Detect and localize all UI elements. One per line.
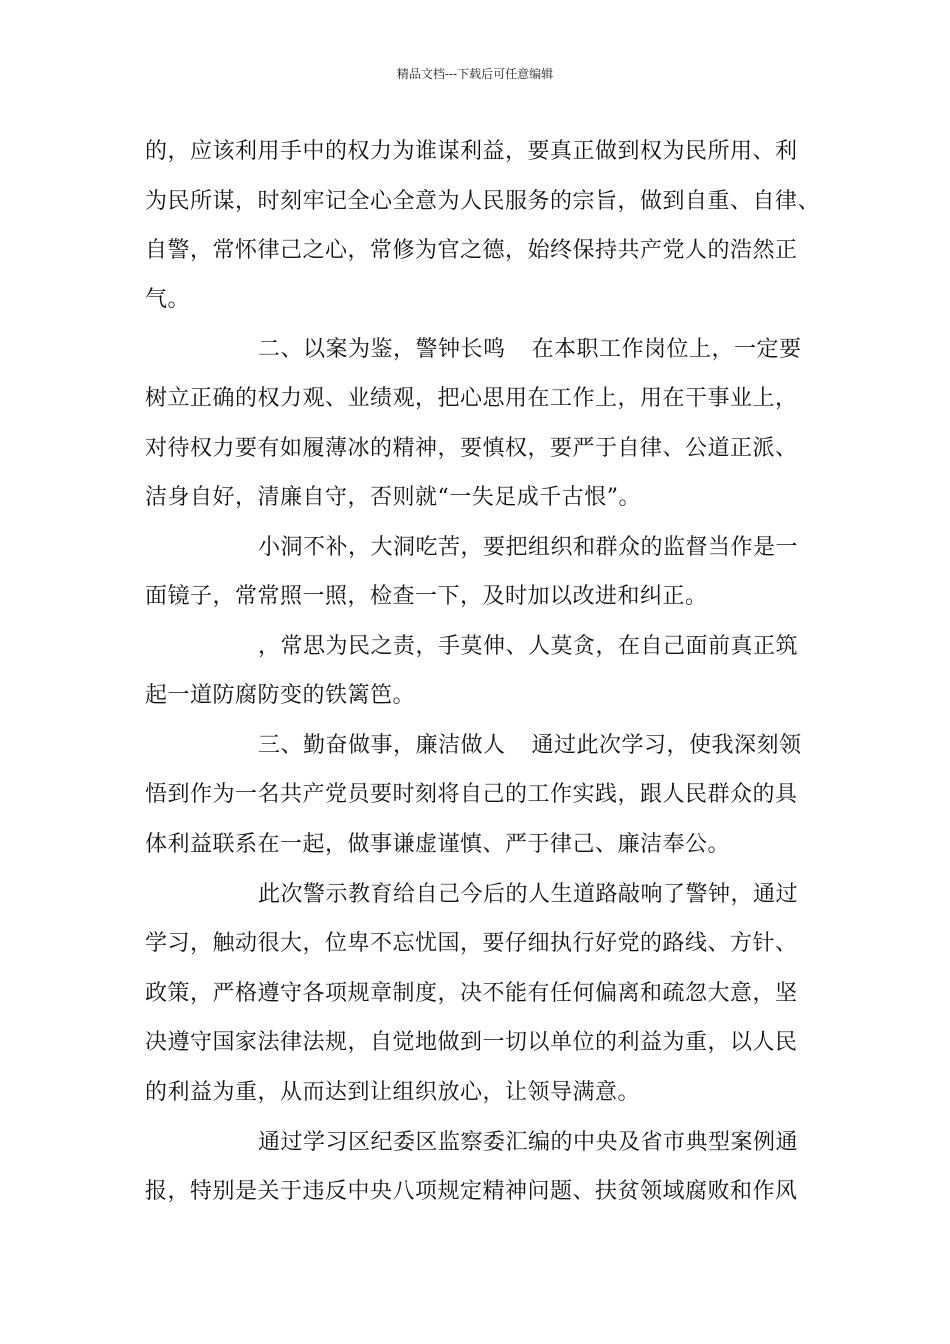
text-line: 此次警示教育给自己今后的人生道路敲响了警钟，通过 xyxy=(258,882,799,907)
text-line: 小洞不补，大洞吃苦，要把组织和群众的监督当作是一 xyxy=(258,535,799,560)
text-line: 政策，严格遵守各项规章制度，决不能有任何偏离和疏忽大意，坚 xyxy=(145,981,798,1006)
section-2-text: 在本职工作岗位上，一定要 xyxy=(531,337,802,362)
text-line: 面镜子，常常照一照，检查一下，及时加以改进和纠正。 xyxy=(145,584,708,609)
text-line: ，常思为民之责，手莫伸、人莫贪，在自己面前真正筑 xyxy=(258,634,799,659)
text-line: 气。 xyxy=(145,287,191,312)
text-line: 悟到作为一名共产党员要时刻将自己的工作实践，跟人民群众的具 xyxy=(145,782,798,807)
text-line: 树立正确的权力观、业绩观，把心思用在工作上，用在干事业上， xyxy=(145,386,798,411)
text-line: 学习，触动很大，位卑不忘忧国，要仔细执行好党的路线、方针、 xyxy=(145,931,798,956)
text-line: 为民所谋，时刻牢记全心全意为人民服务的宗旨，做到自重、自律、 xyxy=(145,189,821,214)
text-line: 决遵守国家法律法规，自觉地做到一切以单位的利益为重，以人民 xyxy=(145,1030,798,1055)
text-line: 洁身自好，清廉自守，否则就“一失足成千古恨”。 xyxy=(145,485,641,510)
text-line: 报，特别是关于违反中央八项规定精神问题、扶贫领域腐败和作风 xyxy=(145,1179,798,1204)
page-header: 精品文档---下载后可任意编辑 xyxy=(396,67,554,81)
text-line: 的，应该利用手中的权力为谁谋利益，要真正做到权为民所用、利 xyxy=(145,139,798,164)
section-2-heading: 二、以案为鉴，警钟长鸣 xyxy=(258,337,506,362)
text-line: 体利益联系在一起，做事谦虚谨慎、严于律己、廉洁奉公。 xyxy=(145,832,731,857)
section-3-heading: 三、勤奋做事，廉洁做人 xyxy=(258,733,506,758)
section-heading-line xyxy=(258,335,802,365)
text-line: 自警，常怀律己之心，常修为官之德，始终保持共产党人的浩然正 xyxy=(145,238,798,263)
text-line: 对待权力要有如履薄冰的精神，要慎权，要严于自律、公道正派、 xyxy=(145,436,798,461)
section-heading-line xyxy=(258,731,802,761)
text-line: 通过学习区纪委区监察委汇编的中央及省市典型案例通 xyxy=(258,1130,799,1155)
text-line: 起一道防腐防变的铁篱笆。 xyxy=(145,683,416,708)
section-3-text: 通过此次学习，使我深刻领 xyxy=(531,733,802,758)
text-line: 的利益为重，从而达到让组织放心，让领导满意。 xyxy=(145,1080,641,1105)
